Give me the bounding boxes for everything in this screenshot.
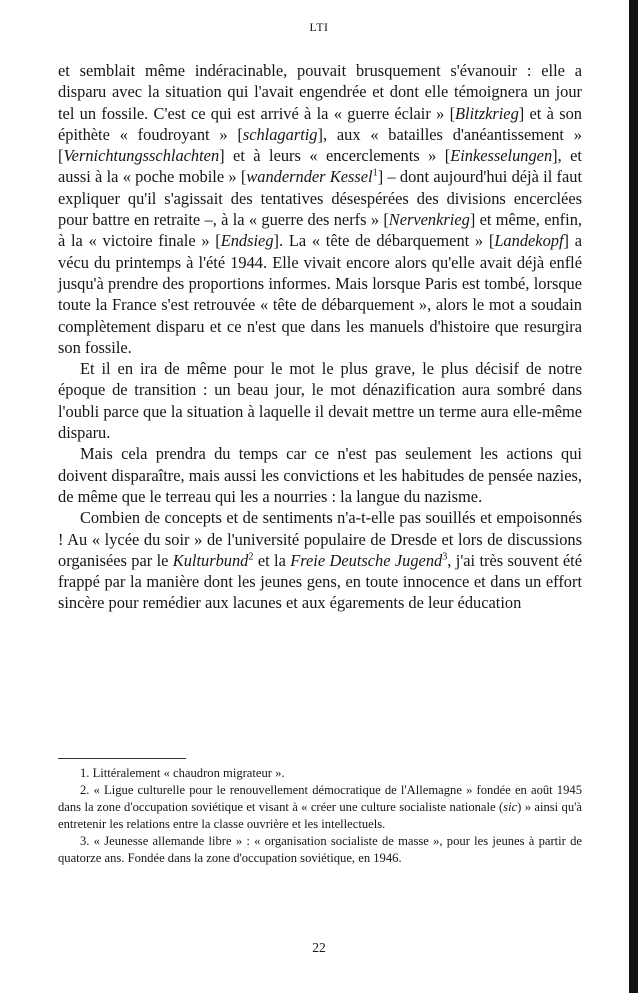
text-run: et semblait même indéracinable, pouvait brusquement s'évanouir : elle a disparu avec la situation qui l'avait engendrée et dont elle témoignera un jour tel un fossile. C'est ce qui est arrivé à la « guerre éclair » [ (58, 61, 582, 123)
footnotes (58, 765, 582, 867)
italic-term: sic (503, 800, 518, 814)
paragraph (58, 60, 582, 358)
italic-term: Einkesselungen (450, 146, 553, 166)
text-run: 1. Littéralement « chaudron migrateur ». (80, 766, 285, 780)
italic-term: Freie Deutsche Jugend (290, 550, 443, 570)
italic-term: Blitzkrieg (455, 103, 519, 123)
running-head: LTI (309, 20, 329, 34)
text-run: , j'ai très souvent été frappé par la manière dont les jeunes gens, en toute innocence et dans un effort sincère pour remédier aux lacunes et aux égarements de leur éducation (58, 550, 582, 613)
italic-term: Vernichtungsschlachten (63, 146, 220, 166)
text-run: et la (253, 550, 291, 570)
footnote-marker: 3 (442, 551, 448, 563)
text-run: Et il en ira de même pour le mot le plus grave, le plus décisif de notre époque de transition : un beau jour, le mot dénazification aura sombré dans l'oubli parce que la situation à laquelle il devait mettre un terme aura elle-même disparu. (58, 359, 582, 443)
page-number: 22 (312, 940, 326, 955)
italic-term: Landekopf (494, 231, 564, 251)
footnote (58, 765, 582, 782)
text-run: ) » ainsi qu'à entretenir les relations entre la classe ouvrière et les intellectuels. (58, 800, 582, 831)
paragraph (58, 443, 582, 507)
text-run: 2. « Ligue culturelle pour le renouvellement démocratique de l'Allemagne » fondée en août 1945 dans la zone d'occupation soviétique et visant à « créer une culture socialiste nationale ( (58, 783, 582, 814)
italic-term: Kulturbund (172, 550, 249, 570)
text-run: ] a vécu du printemps à l'été 1944. Elle vivait encore alors qu'elle avait déjà enflé jusqu'à prendre des proportions informes. Mais lorsque Paris est tombé, lorsque toute la France s'est retrouvée « tête de débarquement », alors le mot a soudain complètement disparu et ce n'est que dans les manuels d'histoire que resurgira son fossile. (58, 231, 582, 357)
italic-term: schlagartig (242, 124, 318, 144)
text-run: ] et à leurs « encerclements » [ (219, 146, 451, 166)
text-run: Mais cela prendra du temps car ce n'est pas seulement les actions qui doivent disparaître, mais aussi les convictions et les habitudes de pensée nazies, de même que le terreau qui les a nourries : la langue du nazisme. (58, 444, 582, 506)
text-run: ] et même, enfin, à la « victoire finale » [ (58, 210, 582, 251)
text-run: 3. « Jeunesse allemande libre » : « organisation socialiste de masse », pour les jeunes à partir de quatorze ans. Fondée dans la zone d'occupation soviétique, en 1946. (58, 834, 582, 865)
italic-term: Nervenkrieg (388, 210, 470, 230)
text-run: ]. La « tête de débarquement » [ (273, 231, 495, 251)
text-run: ], et aussi à la « poche mobile » [ (58, 146, 582, 187)
italic-term: wandernder Kessel (246, 167, 373, 187)
footnote-marker: 2 (248, 551, 254, 563)
text-run: Combien de concepts et de sentiments n'a-t-elle pas souillés et empoisonnés ! Au « lycée du soir » de l'université populaire de Dresde et lors de discussions organisées par le (58, 508, 582, 570)
paragraph (58, 507, 582, 613)
body-text (58, 60, 582, 614)
text-run: ], aux « batailles d'anéantissement » [ (58, 124, 582, 166)
footnote-marker: 1 (372, 168, 378, 180)
text-run: ] – dont aujourd'hui déjà il faut expliquer qu'il s'agissait des tentatives désespérées des divisions encerclées pour battre en retraite –, à la « guerre des nerfs » [ (58, 167, 583, 230)
binding-edge-shadow (629, 0, 638, 993)
footnote-separator (58, 758, 186, 759)
text-run: ] et à son épithète « foudroyant » [ (58, 103, 583, 144)
footnote (58, 782, 582, 833)
italic-term: Endsieg (220, 231, 274, 251)
paragraph (58, 358, 582, 443)
footnote (58, 833, 582, 867)
